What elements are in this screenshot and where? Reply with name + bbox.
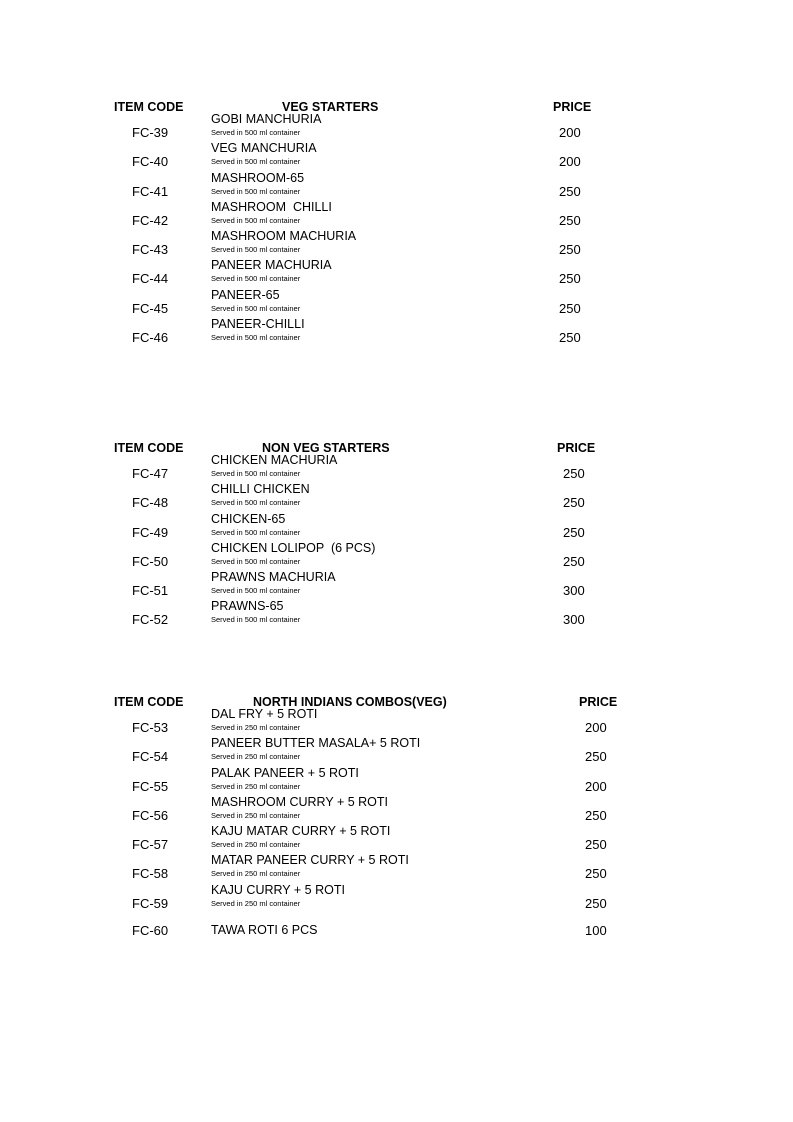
item-price: 250 xyxy=(559,330,581,346)
item-price: 250 xyxy=(563,466,585,481)
item-note: Served in 500 ml container xyxy=(211,245,301,255)
item-price: 250 xyxy=(559,271,581,287)
menu-row xyxy=(0,923,793,943)
item-price: 250 xyxy=(563,524,585,540)
item-code: FC-50 xyxy=(132,553,169,569)
item-price: 250 xyxy=(559,212,581,228)
section-title: NORTH INDIANS COMBOS(VEG) xyxy=(253,695,447,709)
section-title: NON VEG STARTERS xyxy=(262,441,390,455)
item-note: Served in 500 ml container xyxy=(211,186,301,196)
item-code: FC-55 xyxy=(132,778,169,794)
item-price: 250 xyxy=(585,895,607,911)
menu-row xyxy=(0,882,793,917)
menu-row xyxy=(0,736,793,770)
menu-row xyxy=(0,540,793,575)
menu-row xyxy=(0,199,793,234)
item-name: MASHROOM MACHURIA xyxy=(211,229,357,244)
item-name: CHICKEN MACHURIA xyxy=(211,453,338,467)
item-name: DAL FRY + 5 ROTI xyxy=(211,707,318,721)
item-price: 250 xyxy=(585,749,607,765)
item-code: FC-59 xyxy=(132,895,169,911)
item-name: TAWA ROTI 6 PCS xyxy=(211,923,318,938)
item-code: FC-49 xyxy=(132,524,169,540)
menu-row xyxy=(0,453,793,487)
item-note: Served in 250 ml container xyxy=(211,840,301,850)
item-note: Served in 250 ml container xyxy=(211,752,301,762)
menu-items xyxy=(0,707,793,943)
item-price: 200 xyxy=(559,154,581,170)
item-code: FC-57 xyxy=(132,837,169,853)
item-note: Served in 250 ml container xyxy=(211,898,301,908)
item-name: MASHROOM CHILLI xyxy=(211,199,332,214)
menu-row xyxy=(0,170,793,205)
item-code: FC-58 xyxy=(132,866,169,882)
menu-row xyxy=(0,482,793,516)
menu-row xyxy=(0,258,793,292)
item-price: 200 xyxy=(559,125,581,140)
menu-row xyxy=(0,317,793,351)
item-code: FC-53 xyxy=(132,720,169,735)
item-name: PRAWNS MACHURIA xyxy=(211,570,336,585)
item-name: CHICKEN LOLIPOP (6 PCS) xyxy=(211,540,376,555)
item-price: 250 xyxy=(559,183,581,199)
item-note: Served in 500 ml container xyxy=(211,527,301,537)
price-header: PRICE xyxy=(557,441,596,455)
item-name: CHICKEN-65 xyxy=(211,511,286,526)
item-code: FC-51 xyxy=(132,583,169,599)
item-price: 250 xyxy=(585,866,607,882)
item-name: PALAK PANEER + 5 ROTI xyxy=(211,765,359,780)
section-title: VEG STARTERS xyxy=(282,100,379,114)
item-note: Served in 500 ml container xyxy=(211,274,301,284)
menu-row xyxy=(0,511,793,546)
menu-row xyxy=(0,853,793,887)
item-name: VEG MANCHURIA xyxy=(211,141,317,156)
item-note: Served in 500 ml container xyxy=(211,556,301,566)
price-header: PRICE xyxy=(579,695,618,709)
item-note: Served in 500 ml container xyxy=(211,498,301,508)
item-note: Served in 250 ml container xyxy=(211,781,301,791)
menu-items xyxy=(0,453,793,634)
item-price: 250 xyxy=(559,242,581,258)
item-price: 100 xyxy=(585,923,607,939)
item-note: Served in 250 ml container xyxy=(211,810,301,820)
item-code: FC-47 xyxy=(132,466,169,481)
item-note: Served in 500 ml container xyxy=(211,215,301,225)
item-name: PANEER BUTTER MASALA+ 5 ROTI xyxy=(211,736,421,751)
item-note: Served in 500 ml container xyxy=(211,586,301,596)
item-price: 250 xyxy=(559,300,581,316)
item-code-header: ITEM CODE xyxy=(114,100,184,114)
item-name: PANEER-65 xyxy=(211,287,280,302)
item-note: Served in 500 ml container xyxy=(211,333,301,343)
item-code: FC-54 xyxy=(132,749,169,765)
price-header: PRICE xyxy=(553,100,592,114)
menu-row xyxy=(0,112,793,146)
item-code: FC-48 xyxy=(132,495,169,511)
item-name: KAJU MATAR CURRY + 5 ROTI xyxy=(211,824,391,839)
item-price: 250 xyxy=(585,837,607,853)
item-code: FC-60 xyxy=(132,923,169,939)
item-name: MASHROOM-65 xyxy=(211,170,305,185)
menu-row xyxy=(0,599,793,633)
item-note: Served in 250 ml container xyxy=(211,869,301,879)
item-name: PRAWNS-65 xyxy=(211,599,284,614)
item-code: FC-44 xyxy=(132,271,169,287)
item-code: FC-46 xyxy=(132,330,169,346)
item-name: PANEER-CHILLI xyxy=(211,317,305,332)
menu-items xyxy=(0,112,793,351)
item-name: MASHROOM CURRY + 5 ROTI xyxy=(211,794,388,809)
menu-row xyxy=(0,794,793,829)
item-code: FC-52 xyxy=(132,612,169,628)
item-note: Served in 500 ml container xyxy=(211,128,301,137)
item-code: FC-41 xyxy=(132,183,169,199)
item-price: 300 xyxy=(563,612,585,628)
menu-row xyxy=(0,229,793,263)
item-note: Served in 500 ml container xyxy=(211,157,301,167)
item-price: 300 xyxy=(563,583,585,599)
item-note: Served in 500 ml container xyxy=(211,615,301,625)
item-name: CHILLI CHICKEN xyxy=(211,482,310,497)
item-code: FC-45 xyxy=(132,300,169,316)
menu-row xyxy=(0,570,793,604)
item-name: PANEER MACHURIA xyxy=(211,258,332,273)
item-note: Served in 500 ml container xyxy=(211,303,301,313)
menu-row xyxy=(0,287,793,322)
item-code: FC-56 xyxy=(132,807,169,823)
item-price: 200 xyxy=(585,778,607,794)
item-price: 250 xyxy=(585,807,607,823)
item-price: 250 xyxy=(563,495,585,511)
item-code-header: ITEM CODE xyxy=(114,695,184,709)
item-code: FC-42 xyxy=(132,212,169,228)
item-name: KAJU CURRY + 5 ROTI xyxy=(211,882,345,897)
item-code: FC-40 xyxy=(132,154,169,170)
item-name: MATAR PANEER CURRY + 5 ROTI xyxy=(211,853,409,868)
item-code: FC-39 xyxy=(132,125,169,140)
item-note: Served in 250 ml container xyxy=(211,723,301,732)
item-price: 250 xyxy=(563,553,585,569)
item-price: 200 xyxy=(585,720,607,735)
item-note: Served in 500 ml container xyxy=(211,469,301,478)
menu-row xyxy=(0,141,793,175)
item-name: GOBI MANCHURIA xyxy=(211,112,322,126)
menu-row xyxy=(0,765,793,800)
item-code: FC-43 xyxy=(132,242,169,258)
item-code-header: ITEM CODE xyxy=(114,441,184,455)
